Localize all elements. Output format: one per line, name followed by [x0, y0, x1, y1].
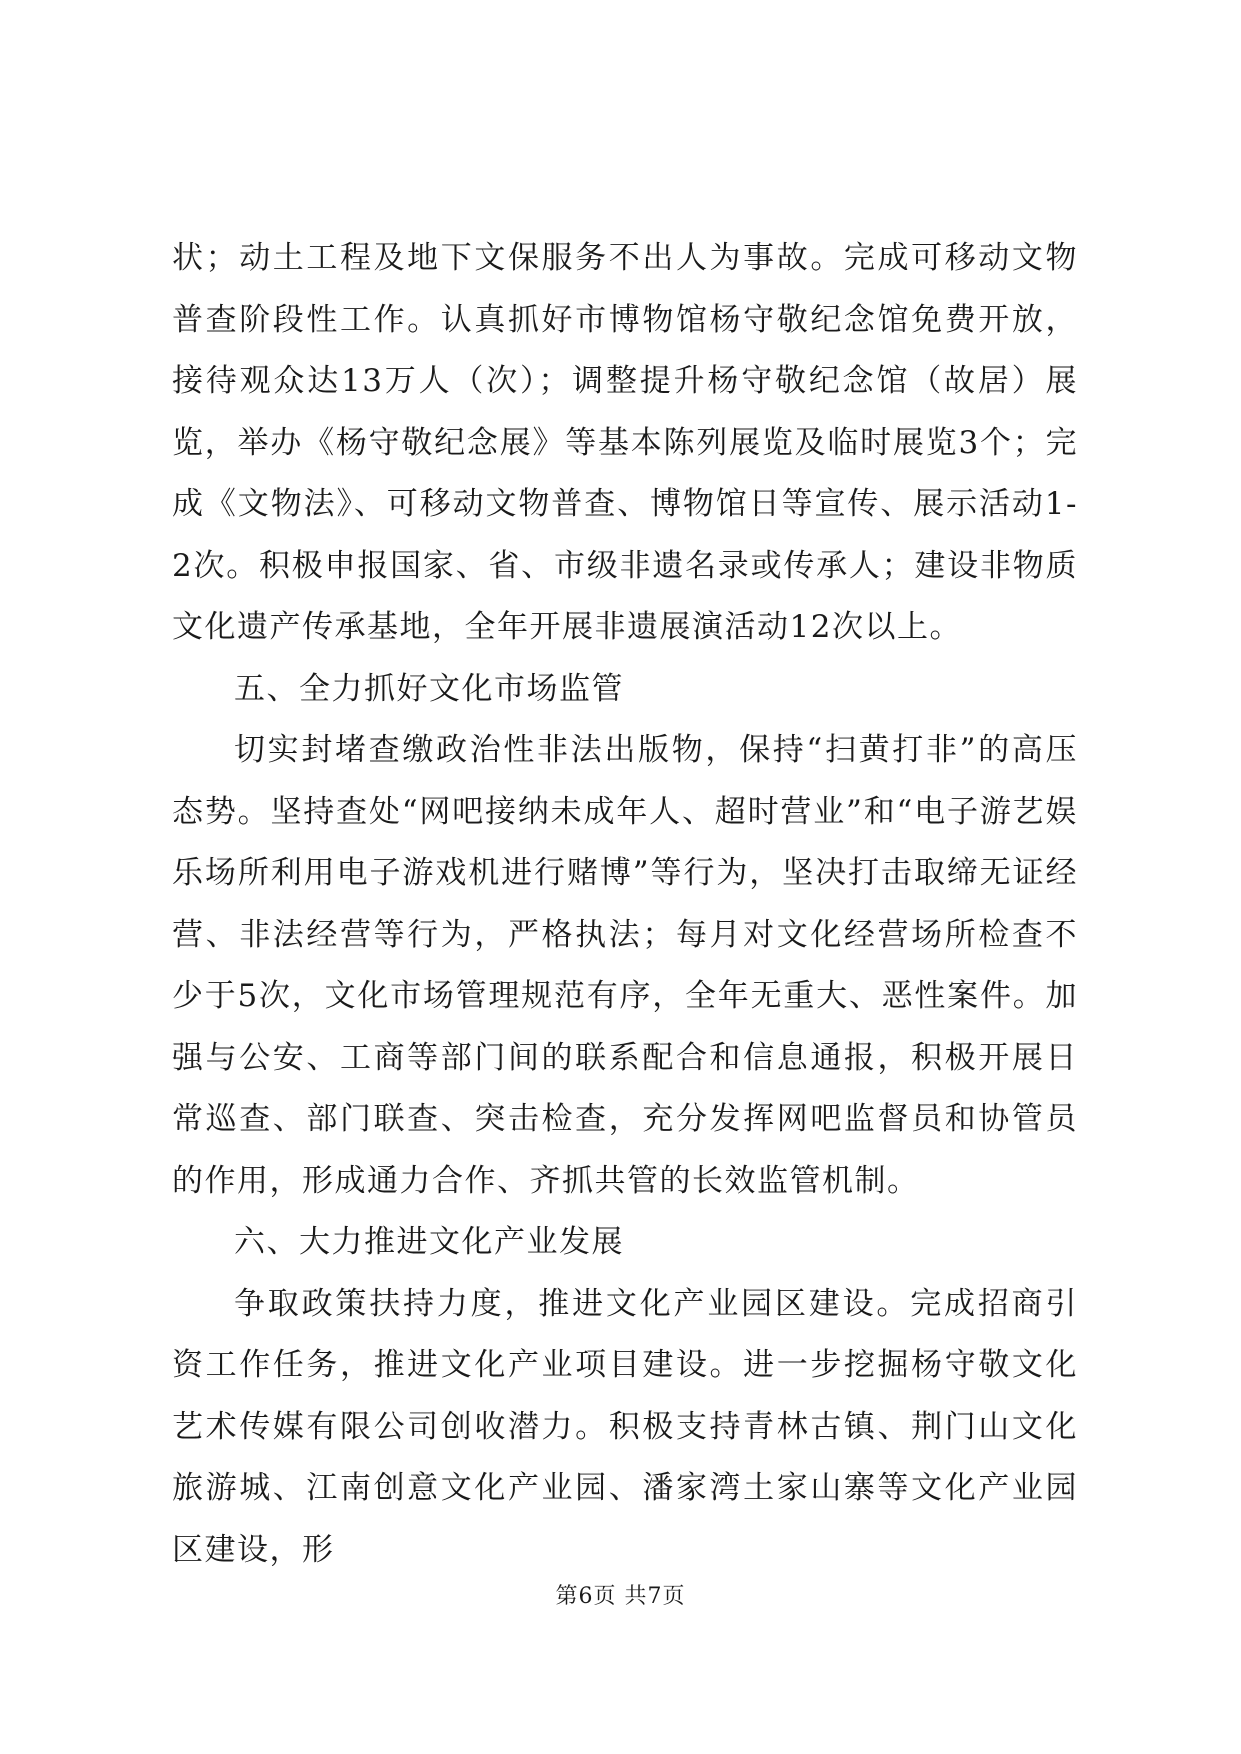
section-heading-cultural-industry: 六、大力推进文化产业发展 [234, 1224, 624, 1260]
paragraph-heritage-continuation: 状；动土工程及地下文保服务不出人为事故。完成可移动文物普查阶段性工作。认真抓好市博物馆杨守敬纪念馆免费开放，接待观众达13万人（次）；调整提升杨守敬纪念馆（故居）展览，举办《杨守敬纪念展》等基本陈列展览及临时展览3个；完成《文物法》、可移动文物普查、博物馆日等宣传、展示活动1-2次。积极申报国家、省、市级非遗名录或传承人；建设非物质文化遗产传承基地，全年开展非遗展演活动12次以上。 [172, 240, 1078, 645]
page-number-indicator: 第6页 共7页 [555, 1584, 686, 1609]
document-body [172, 228, 1078, 1581]
page-footer [0, 1583, 1241, 1611]
paragraph-cultural-industry: 争取政策扶持力度，推进文化产业园区建设。完成招商引资工作任务，推进文化产业项目建设。进一步挖掘杨守敬文化艺术传媒有限公司创收潜力。积极支持青林古镇、荆门山文化旅游城、江南创意文化产业园、潘家湾土家山寨等文化产业园区建设，形 [172, 1285, 1078, 1568]
section-heading-market-supervision: 五、全力抓好文化市场监管 [234, 670, 624, 707]
paragraph-market-supervision: 切实封堵查缴政治性非法出版物，保持“扫黄打非”的高压态势。坚持查处“网吧接纳未成年人、超时营业”和“电子游艺娱乐场所利用电子游戏机进行赌博”等行为，坚决打击取缔无证经营、非法经营等行为，严格执法；每月对文化经营场所检查不少于5次，文化市场管理规范有序，全年无重大、恶性案件。加强与公安、工商等部门间的联系配合和信息通报，积极开展日常巡查、部门联查、突击检查，充分发挥网吧监督员和协管员的作用，形成通力合作、齐抓共管的长效监管机制。 [172, 732, 1078, 1199]
